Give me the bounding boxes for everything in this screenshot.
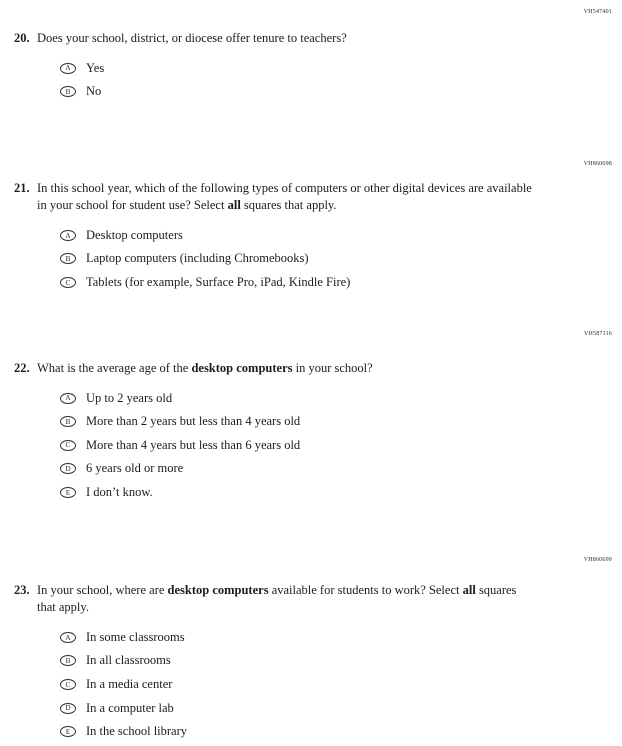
question-number: 23.	[14, 583, 30, 597]
answer-label: Tablets (for example, Surface Pro, iPad, Kindle Fire)	[86, 274, 351, 289]
question-number: 22.	[14, 361, 30, 375]
answer-label: More than 4 years but less than 6 years old	[86, 437, 301, 452]
answer-option[interactable]	[0, 247, 622, 271]
question-code: VH547401	[583, 9, 612, 15]
question-text: In this school year, which of the following types of computers or other digital devices are available in your school for student use? Select all squares that apply.	[37, 181, 532, 213]
question-text: Does your school, district, or diocese offer tenure to teachers?	[37, 31, 347, 45]
answer-oval-icon[interactable]: B	[60, 416, 76, 427]
question-text: In your school, where are desktop computers available for students to work? Select all squares that apply.	[37, 583, 517, 615]
answer-option[interactable]	[0, 457, 622, 481]
answer-label: In a computer lab	[86, 700, 174, 715]
answer-oval-icon[interactable]: B	[60, 655, 76, 666]
answer-oval-icon[interactable]: B	[60, 253, 76, 264]
answer-option[interactable]	[0, 80, 622, 104]
answer-options	[0, 386, 622, 504]
answer-oval-icon[interactable]: B	[60, 86, 76, 97]
answer-option[interactable]	[0, 673, 622, 697]
question-block-22	[0, 330, 622, 504]
question-number: 20.	[14, 31, 30, 45]
answer-label: I don’t know.	[86, 484, 153, 499]
answer-label: More than 2 years but less than 4 years old	[86, 414, 301, 429]
answer-oval-icon[interactable]: D	[60, 463, 76, 474]
answer-oval-icon[interactable]: C	[60, 277, 76, 288]
answer-options	[0, 626, 622, 744]
question-text: What is the average age of the desktop computers in your school?	[37, 361, 373, 375]
answer-option[interactable]	[0, 481, 622, 505]
answer-label: In the school library	[86, 724, 188, 739]
answer-options	[0, 56, 622, 103]
answer-option[interactable]	[0, 410, 622, 434]
question-block-20	[0, 8, 622, 103]
question-number: 21.	[14, 181, 30, 195]
answer-option[interactable]	[0, 433, 622, 457]
answer-label: No	[86, 84, 102, 99]
question-code: VH860699	[583, 557, 612, 563]
answer-oval-icon[interactable]: A	[60, 63, 76, 74]
answer-option[interactable]	[0, 56, 622, 80]
answer-option[interactable]	[0, 720, 622, 744]
answer-oval-icon[interactable]: D	[60, 703, 76, 714]
answer-option[interactable]	[0, 224, 622, 248]
answer-options	[0, 224, 622, 295]
question-code: VH860698	[583, 161, 612, 167]
question-block-23	[0, 556, 622, 743]
answer-label: In some classrooms	[86, 629, 185, 644]
question-block-21	[0, 160, 622, 294]
answer-label: In a media center	[86, 676, 173, 691]
answer-option[interactable]	[0, 696, 622, 720]
answer-option[interactable]	[0, 626, 622, 650]
answer-label: Yes	[86, 60, 105, 75]
answer-oval-icon[interactable]: A	[60, 632, 76, 643]
answer-label: In all classrooms	[86, 653, 171, 668]
answer-oval-icon[interactable]: C	[60, 440, 76, 451]
answer-oval-icon[interactable]: E	[60, 726, 76, 737]
answer-option[interactable]	[0, 271, 622, 295]
question-code: VH587116	[583, 331, 612, 337]
answer-label: Laptop computers (including Chromebooks)	[86, 251, 309, 266]
answer-label: Desktop computers	[86, 227, 183, 242]
answer-label: 6 years old or more	[86, 461, 184, 476]
answer-oval-icon[interactable]: C	[60, 679, 76, 690]
answer-oval-icon[interactable]: E	[60, 487, 76, 498]
answer-option[interactable]	[0, 386, 622, 410]
answer-label: Up to 2 years old	[86, 390, 173, 405]
answer-option[interactable]	[0, 649, 622, 673]
answer-oval-icon[interactable]: A	[60, 393, 76, 404]
answer-oval-icon[interactable]: A	[60, 230, 76, 241]
